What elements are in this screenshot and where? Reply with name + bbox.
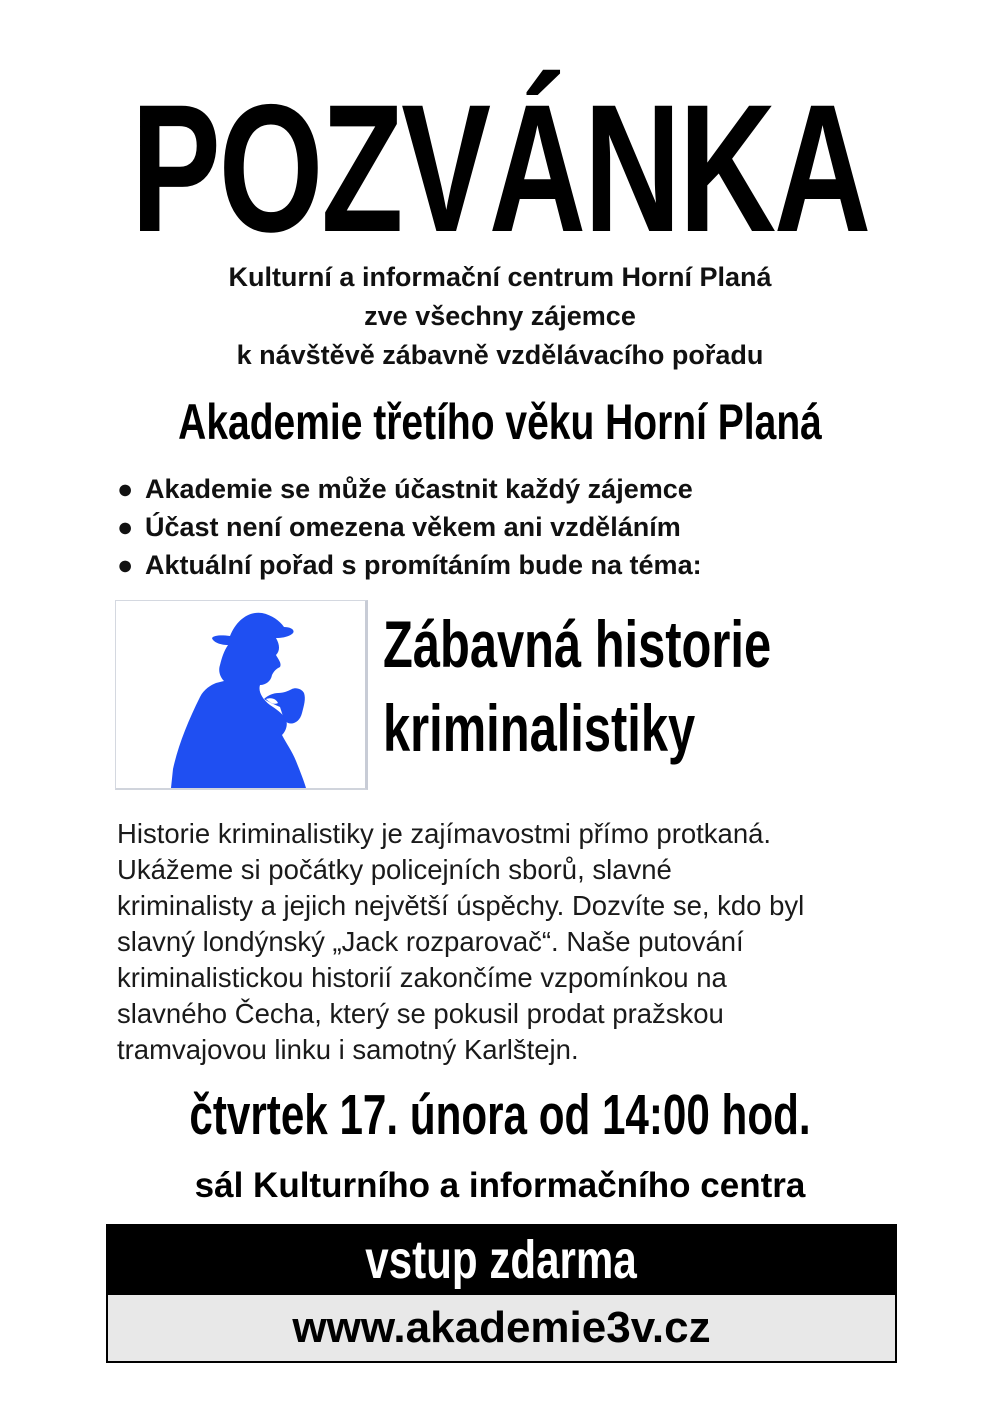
page-title: POZVÁNKA: [131, 66, 869, 270]
detective-silhouette-icon: [116, 601, 365, 788]
event-datetime: čtvrtek 17. února od 14:00 hod.: [189, 1083, 811, 1147]
event-venue: sál Kulturního a informačního centra: [194, 1166, 806, 1205]
topic-line: Zábavná historie: [383, 607, 772, 681]
list-item: [117, 546, 937, 584]
intro-line: zve všechny zájemce: [364, 301, 636, 331]
description-line: Ukážeme si počátky policejních sborů, slavné: [117, 854, 672, 885]
program-description: [117, 816, 917, 1068]
admission-text: vstup zdarma: [365, 1230, 638, 1290]
bullet-icon: ●: [117, 512, 134, 542]
detective-image: [115, 600, 368, 790]
list-item: [117, 470, 937, 508]
intro-line: k návštěvě zábavně vzdělávacího pořadu: [236, 340, 764, 370]
bullet-icon: ●: [117, 550, 134, 580]
list-item: [117, 508, 937, 546]
description-line: tramvajovou linku i samotný Karlštejn.: [117, 1034, 579, 1065]
bullet-text: Aktuální pořad s promítáním bude na téma:: [145, 550, 702, 580]
bullet-text: Akademie se může účastnit každý zájemce: [145, 474, 693, 504]
description-line: slavný londýnský „Jack rozparovač“. Naše putování: [117, 926, 744, 957]
bullet-icon: ●: [117, 474, 134, 504]
website-link[interactable]: www.akademie3v.cz: [108, 1295, 895, 1361]
intro-text: [0, 258, 1000, 375]
description-line: kriminalistickou historií zakončíme vzpomínkou na: [117, 962, 727, 993]
bullet-text: Účast není omezena věkem ani vzděláním: [145, 512, 681, 542]
intro-line: Kulturní a informační centrum Horní Planá: [228, 262, 772, 292]
event-series-title: Akademie třetího věku Horní Planá: [178, 394, 822, 450]
admission-banner: [108, 1226, 895, 1295]
info-bullet-list: [117, 470, 937, 584]
description-line: kriminalisty a jejich největší úspěchy. Dozvíte se, kdo byl: [117, 890, 805, 921]
description-line: Historie kriminalistiky je zajímavostmi přímo protkaná.: [117, 818, 772, 849]
footer-box: [106, 1224, 897, 1363]
program-topic: [383, 602, 827, 770]
description-line: slavného Čecha, který se pokusil prodat pražskou: [117, 998, 724, 1029]
topic-line: kriminalistiky: [383, 691, 696, 765]
